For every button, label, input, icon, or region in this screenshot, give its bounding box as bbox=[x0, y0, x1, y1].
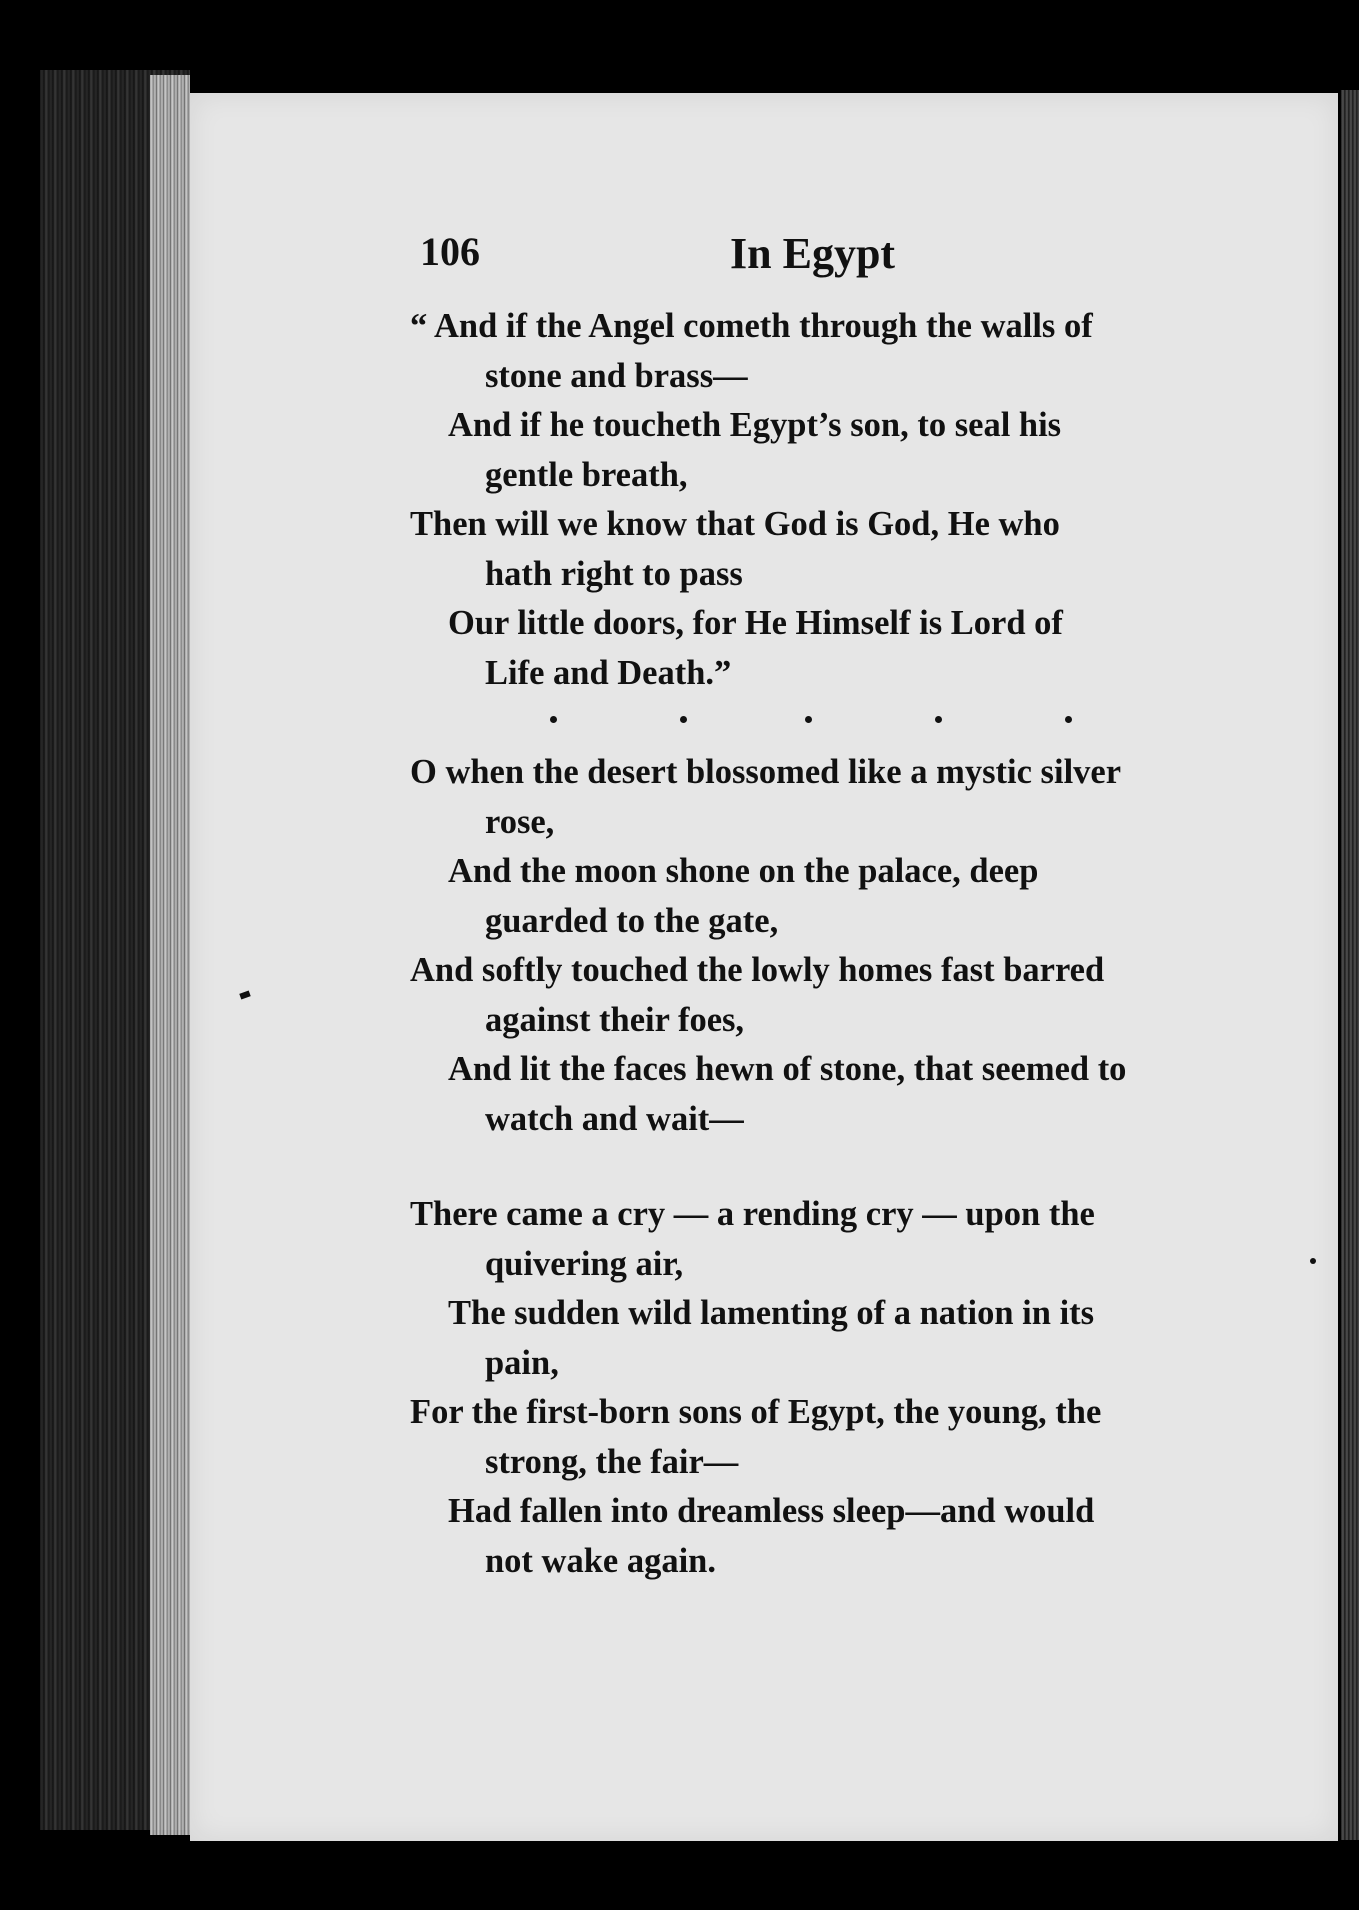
dot bbox=[680, 716, 687, 723]
dot bbox=[805, 716, 812, 723]
poem-line: hath right to pass bbox=[485, 554, 743, 593]
poem-text bbox=[410, 302, 1210, 1586]
poem-line: And lit the faces hewn of stone, that seemed to bbox=[448, 1050, 1127, 1088]
stanza-gap bbox=[410, 1144, 1210, 1190]
poem-line: Then will we know that God is God, He who bbox=[410, 505, 1060, 543]
page-edges bbox=[150, 75, 190, 1835]
poem-line: Our little doors, for He Himself is Lord of bbox=[448, 604, 1063, 642]
poem-line: watch and wait— bbox=[485, 1099, 744, 1138]
poem-line: And softly touched the lowly homes fast barred bbox=[410, 951, 1105, 989]
poem-line: And if he toucheth Egypt’s son, to seal his bbox=[448, 406, 1062, 444]
dot bbox=[1065, 716, 1072, 723]
poem-line: rose, bbox=[485, 802, 555, 841]
poem-line: quivering air, bbox=[485, 1244, 684, 1283]
right-page-edge bbox=[1341, 90, 1359, 1840]
poem-line: against their foes, bbox=[485, 1000, 745, 1039]
poem-line: gentle breath, bbox=[485, 455, 688, 494]
poem-line: not wake again. bbox=[485, 1541, 716, 1580]
poem-line: stone and brass— bbox=[485, 356, 748, 395]
poem-line: And the moon shone on the palace, deep bbox=[448, 852, 1039, 890]
poem-line: There came a cry — a rending cry — upon the bbox=[410, 1195, 1095, 1233]
dot bbox=[935, 716, 942, 723]
poem-line: The sudden wild lamenting of a nation in its bbox=[448, 1294, 1095, 1332]
section-break-dots bbox=[410, 698, 1210, 748]
poem-line: Life and Death.” bbox=[485, 653, 732, 692]
page-number: 106 bbox=[420, 229, 480, 274]
dot bbox=[550, 716, 557, 723]
poem-line: “ And if the Angel cometh through the walls of bbox=[410, 307, 1093, 345]
page-header bbox=[420, 228, 920, 288]
running-title: In Egypt bbox=[730, 229, 896, 278]
poem-line: O when the desert blossomed like a mystic silver bbox=[410, 753, 1122, 791]
poem-line: Had fallen into dreamless sleep—and would bbox=[448, 1492, 1095, 1530]
ink-mark bbox=[1310, 1258, 1316, 1264]
poem-line: strong, the fair— bbox=[485, 1442, 739, 1481]
poem-line: pain, bbox=[485, 1343, 559, 1382]
poem-line: guarded to the gate, bbox=[485, 901, 779, 940]
poem-line: For the first-born sons of Egypt, the young, the bbox=[410, 1393, 1102, 1431]
